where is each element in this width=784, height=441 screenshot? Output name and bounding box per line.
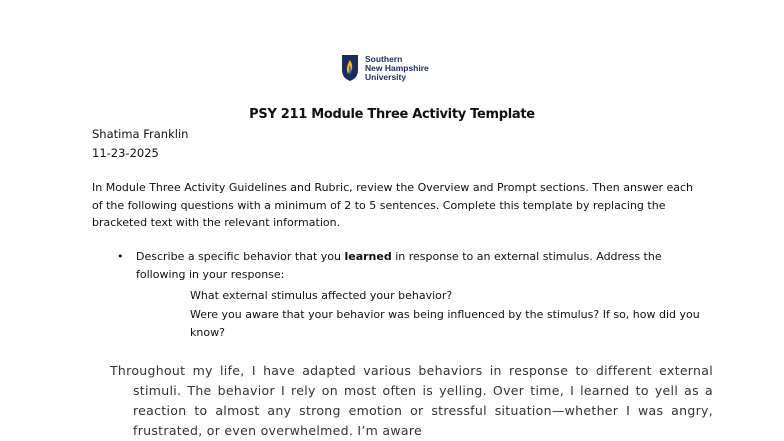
sub-question-2: Were you aware that your behavior was being influenced by the stimulus? If so, how did you know? [190, 308, 700, 339]
bullet-item [117, 248, 707, 283]
bullet-text [136, 248, 707, 283]
shield-flame-icon [341, 54, 359, 82]
logo-line-2: New Hampshire [365, 62, 429, 73]
logo-wordmark [365, 55, 429, 82]
logo-line-1: Southern [365, 53, 403, 64]
answer-paragraph: Throughout my life, I have adapted various behaviors in response to different external stimuli. The behavior I rely on most often is yelling. Over time, I learned to yell as a reaction to almost any strong emotion or stressful situation—whether I was angry, frustrated, or even overwhelmed. I’m aware [110, 363, 713, 438]
logo-line-3: University [365, 71, 407, 82]
bullet-text-start: Describe a specific behavior that you [136, 250, 345, 263]
document-title: PSY 211 Module Three Activity Template [249, 107, 535, 122]
sub-question-1: What external stimulus affected your behavior? [190, 289, 453, 302]
instructions-paragraph: In Module Three Activity Guidelines and Rubric, review the Overview and Prompt sections. Then answer each of the following questions with a minimum of 2 to 5 sentences. Complete this template by replacing the bracketed text with the relevant information. [92, 181, 694, 229]
bullet-icon: • [117, 250, 124, 263]
university-logo [341, 54, 429, 82]
bullet-text-end: in response to an external stimulus. Address the following in your response: [136, 250, 662, 281]
bullet-bold-word: learned [344, 250, 392, 263]
document-date: 11-23-2025 [92, 146, 159, 160]
author-name: Shatima Franklin [92, 127, 189, 141]
